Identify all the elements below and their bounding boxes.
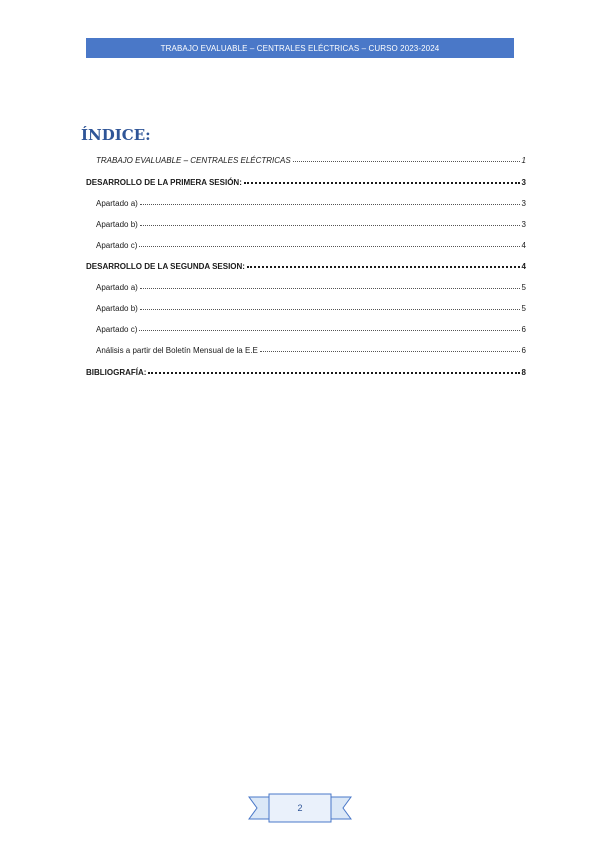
toc-entry-label: Apartado c)	[96, 325, 138, 334]
toc-entry-label: BIBLIOGRAFÍA:	[86, 368, 147, 377]
toc-entry-page: 6	[521, 346, 526, 355]
toc-leader	[140, 308, 520, 310]
page-number: 2	[297, 803, 303, 813]
toc-entry-label: Apartado b)	[96, 304, 138, 313]
toc-leader	[140, 224, 520, 226]
toc-leader	[140, 287, 520, 289]
toc-title: ÍNDICE:	[81, 126, 151, 144]
toc-entry-page: 3	[521, 199, 526, 208]
toc-leader	[140, 203, 520, 205]
header-title: TRABAJO EVALUABLE – CENTRALES ELÉCTRICAS – CURSO 2023-2024	[160, 43, 440, 53]
toc-entry[interactable]	[96, 199, 526, 208]
toc-entry-label: Análisis a partir del Boletín Mensual de la E.E	[96, 346, 258, 355]
toc-entry[interactable]	[96, 283, 526, 292]
toc-entry-page: 5	[521, 283, 526, 292]
toc-entry-label: Apartado a)	[96, 199, 138, 208]
toc-leader	[139, 329, 519, 331]
toc-entry[interactable]	[86, 178, 526, 187]
toc-entry-label: DESARROLLO DE LA SEGUNDA SESION:	[86, 262, 245, 271]
toc-entry[interactable]	[96, 156, 526, 165]
toc-leader	[244, 181, 520, 184]
toc-entry[interactable]	[96, 304, 526, 313]
toc-entry-label: TRABAJO EVALUABLE – CENTRALES ELÉCTRICAS	[96, 156, 291, 165]
toc-leader	[247, 265, 520, 268]
page-number-ribbon	[247, 793, 353, 823]
toc-leader	[148, 371, 519, 374]
toc-entry[interactable]	[96, 346, 526, 355]
toc-leader	[260, 350, 520, 352]
toc-entry-label: Apartado a)	[96, 283, 138, 292]
toc-entry-page: 4	[521, 262, 526, 271]
toc-leader	[139, 245, 519, 247]
toc-entry-page: 4	[521, 241, 526, 250]
toc-entry[interactable]	[96, 220, 526, 229]
toc-leader	[293, 160, 520, 162]
toc-entry[interactable]	[86, 368, 526, 377]
toc-entry[interactable]	[86, 262, 526, 271]
toc-entry-page: 1	[521, 156, 526, 165]
toc-entry-page: 3	[521, 220, 526, 229]
toc-entry-label: DESARROLLO DE LA PRIMERA SESIÓN:	[86, 178, 242, 187]
toc-entry[interactable]	[96, 325, 526, 334]
toc-entry[interactable]	[96, 241, 526, 250]
toc-entry-page: 8	[521, 368, 526, 377]
toc-entry-page: 5	[521, 304, 526, 313]
toc-entry-page: 3	[521, 178, 526, 187]
toc-entry-label: Apartado b)	[96, 220, 138, 229]
toc-entry-label: Apartado c)	[96, 241, 138, 250]
toc-entry-page: 6	[521, 325, 526, 334]
